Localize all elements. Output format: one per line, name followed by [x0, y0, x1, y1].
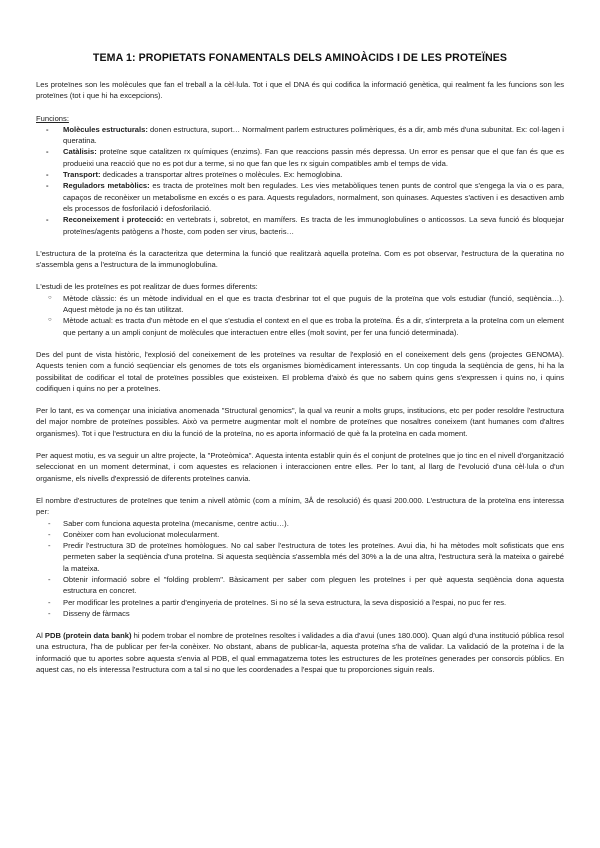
list-item: - Catàlisis: proteïne sque catalitzen rx químiques (enzims). Fan que reaccions passin més depressa. Un error es pensar que el que fan és que es produeixi una reacció que no es pot dur a terme, si no que fan que les rx siguin compatibles amb el temps de vida.	[36, 146, 564, 169]
list-item: ○ Mètode actual: es tracta d'un mètode en el que s'estudia el context en el que es troba la proteïna. És a dir, s'interpreta a la proteïna com un element que pertany a un ampli conjunt de molècules que interactuen entre elles (molt sovint, per fer una funció determinada).	[36, 315, 564, 338]
number-paragraph: El nombre d'estructures de proteïnes que tenim a nivell atòmic (com a mínim, 3Å de resolució) és quasi 200.000. L'estructura de la proteïna ens interessa per:	[36, 495, 564, 517]
list-item: - Reconeixement i protecció: en vertebrats i, sobretot, en mamífers. Es tracta de les immunoglobulines o anticossos. La seva funció és bloquejar proteïnes/agents patògens a l'hoste, com poden ser virus, bacteris…	[36, 214, 564, 237]
proteomics-paragraph: Per aquest motiu, es va seguir un altre projecte, la "Proteòmica". Aquesta intenta establir quin és el conjunt de proteïnes que jo tinc en el nivell d'organització seleccionat en un moment determinat, i com aquestes es relacionen i interaccionen entre elles. Per lo tant, al llarg de l'evolució d'una cèl·lula o d'un organisme, els nivells d'expressió de diferents proteïnes canvia.	[36, 451, 564, 483]
list-item: - Disseny de fàrmacs	[36, 608, 564, 619]
document-title: TEMA 1: PROPIETATS FONAMENTALS DELS AMINOÀCIDS I DE LES PROTEÏNES	[92, 52, 508, 64]
interests-list	[36, 518, 564, 620]
pdb-paragraph: Al PDB (protein data bank) hi podem trobar el nombre de proteïnes resoltes i validades a dia d'avui (unes 180.000). Quan algú d'una institució pública resol una estructura, l'ha de publicar per fer-la conèixer. No obstant, abans de publicar-la, aquesta proteïna s'ha de validar. La validació de la proteïna i de la informació que tu aportes sobre aquesta s'envia al PDB, el qual emmagatzema totes les estructures de les proteïnes generades per consorcis públics. En aquest cas, no els interessa l'estructura com a tal si no que les coordenades a l'espai que tu proporciones siguin reals.	[36, 631, 564, 675]
intro-paragraph: Les proteïnes son les molècules que fan el treball a la cèl·lula. Tot i que el DNA és qui codifica la informació genètica, qui realment fa les funcions son les proteïnes (tot i que hi ha excepcions).	[36, 80, 564, 101]
document-page	[36, 0, 564, 675]
functions-list	[36, 124, 564, 237]
list-item: - Per modificar les proteïnes a partir d'enginyeria de proteïnes. Si no sé la seva estructura, la seva disposició a l'espai, no puc fer res.	[36, 597, 564, 608]
methods-list	[36, 293, 564, 338]
list-item: - Reguladors metabòlics: es tracta de proteïnes molt ben regulades. Les vies metabòliques tenen punts de control que s'engega la via o es para, capaços de reconèixer un metabolisme en excés o es para. Aquests reguladors, normalment, son quinases. Aquestes s'activen i es desactiven amb els processos de fosforilació i defosforilació.	[36, 180, 564, 214]
structure-paragraph: L'estructura de la proteïna és la caracteritza que determina la funció que realitzarà aquella proteïna. Com es pot observar, l'estructura de la queratina no s'assembla gens a l'estructura de la immunoglobulina.	[36, 248, 564, 270]
history-paragraph: Des del punt de vista històric, l'explosió del coneixement de les proteïnes va resultar de l'explosió en el coneixement dels gens (projectes GENOMA). Aquests tenien com a funció seqüenciar els genomes de tots els organismes biomèdicament interessants. Un cop tinguda la seqüència de gens, hi ha la possibilitat de codificar el total de proteïnes possibles que existeixen. El problema d'això és que no sabem quins gens s'expressen i quins no, i quins codifiquen i quins no per a proteïnes.	[36, 349, 564, 393]
structural-genomics-paragraph: Per lo tant, es va començar una iniciativa anomenada "Structural genomics", la qual va reunir a molts grups, institucions, etc per poder resoldre l'estructura del major nombre de proteïnes possibles. Això va permetre augmentar molt el nombre de proteïnes que nosaltres coneixem (tant humanes com d'altres organismes). Tot i que l'estructura en diu la funció de la proteïna, no es aporta informació de què fa la proteïna en cada moment.	[36, 406, 564, 438]
functions-heading: Funcions:	[36, 113, 69, 123]
list-item: - Transport: dedicades a transportar altres proteïnes o molècules. Ex: hemoglobina.	[36, 169, 564, 180]
list-item: ○ Mètode clàssic: és un mètode individual en el que es tracta d'esbrinar tot el que puguis de la proteïna que vols estudiar (funció, seqüència…). Aquest mètode ja no és tan utilitzat.	[36, 293, 564, 316]
list-item: - Molècules estructurals: donen estructura, suport… Normalment parlem estructures polimèriques, és a dir, amb més d'una subunitat. Ex: col·lagen i queratina.	[36, 124, 564, 147]
list-item: - Conèixer com han evolucionat molecularment.	[36, 529, 564, 540]
list-item: - Saber com funciona aquesta proteïna (mecanisme, centre actiu…).	[36, 518, 564, 529]
list-item: - Obtenir informació sobre el "folding problem". Bàsicament per saber com pleguen les proteïnes i per què aquesta seqüència dona aquesta estructura en concret.	[36, 574, 564, 597]
study-paragraph: L'estudi de les proteïnes es pot realitzar de dues formes diferents:	[36, 282, 258, 292]
list-item: - Predir l'estructura 3D de proteïnes homòlogues. No cal saber l'estructura de totes les proteïnes. Avui dia, hi ha mètodes molt sofisticats que ens permeten saber la seqüència d'una proteïna. Si aquesta seqüència s'assembla més del 30% a la de una altra, l'estructura serà la mateixa o gairebé la mateixa.	[36, 540, 564, 574]
